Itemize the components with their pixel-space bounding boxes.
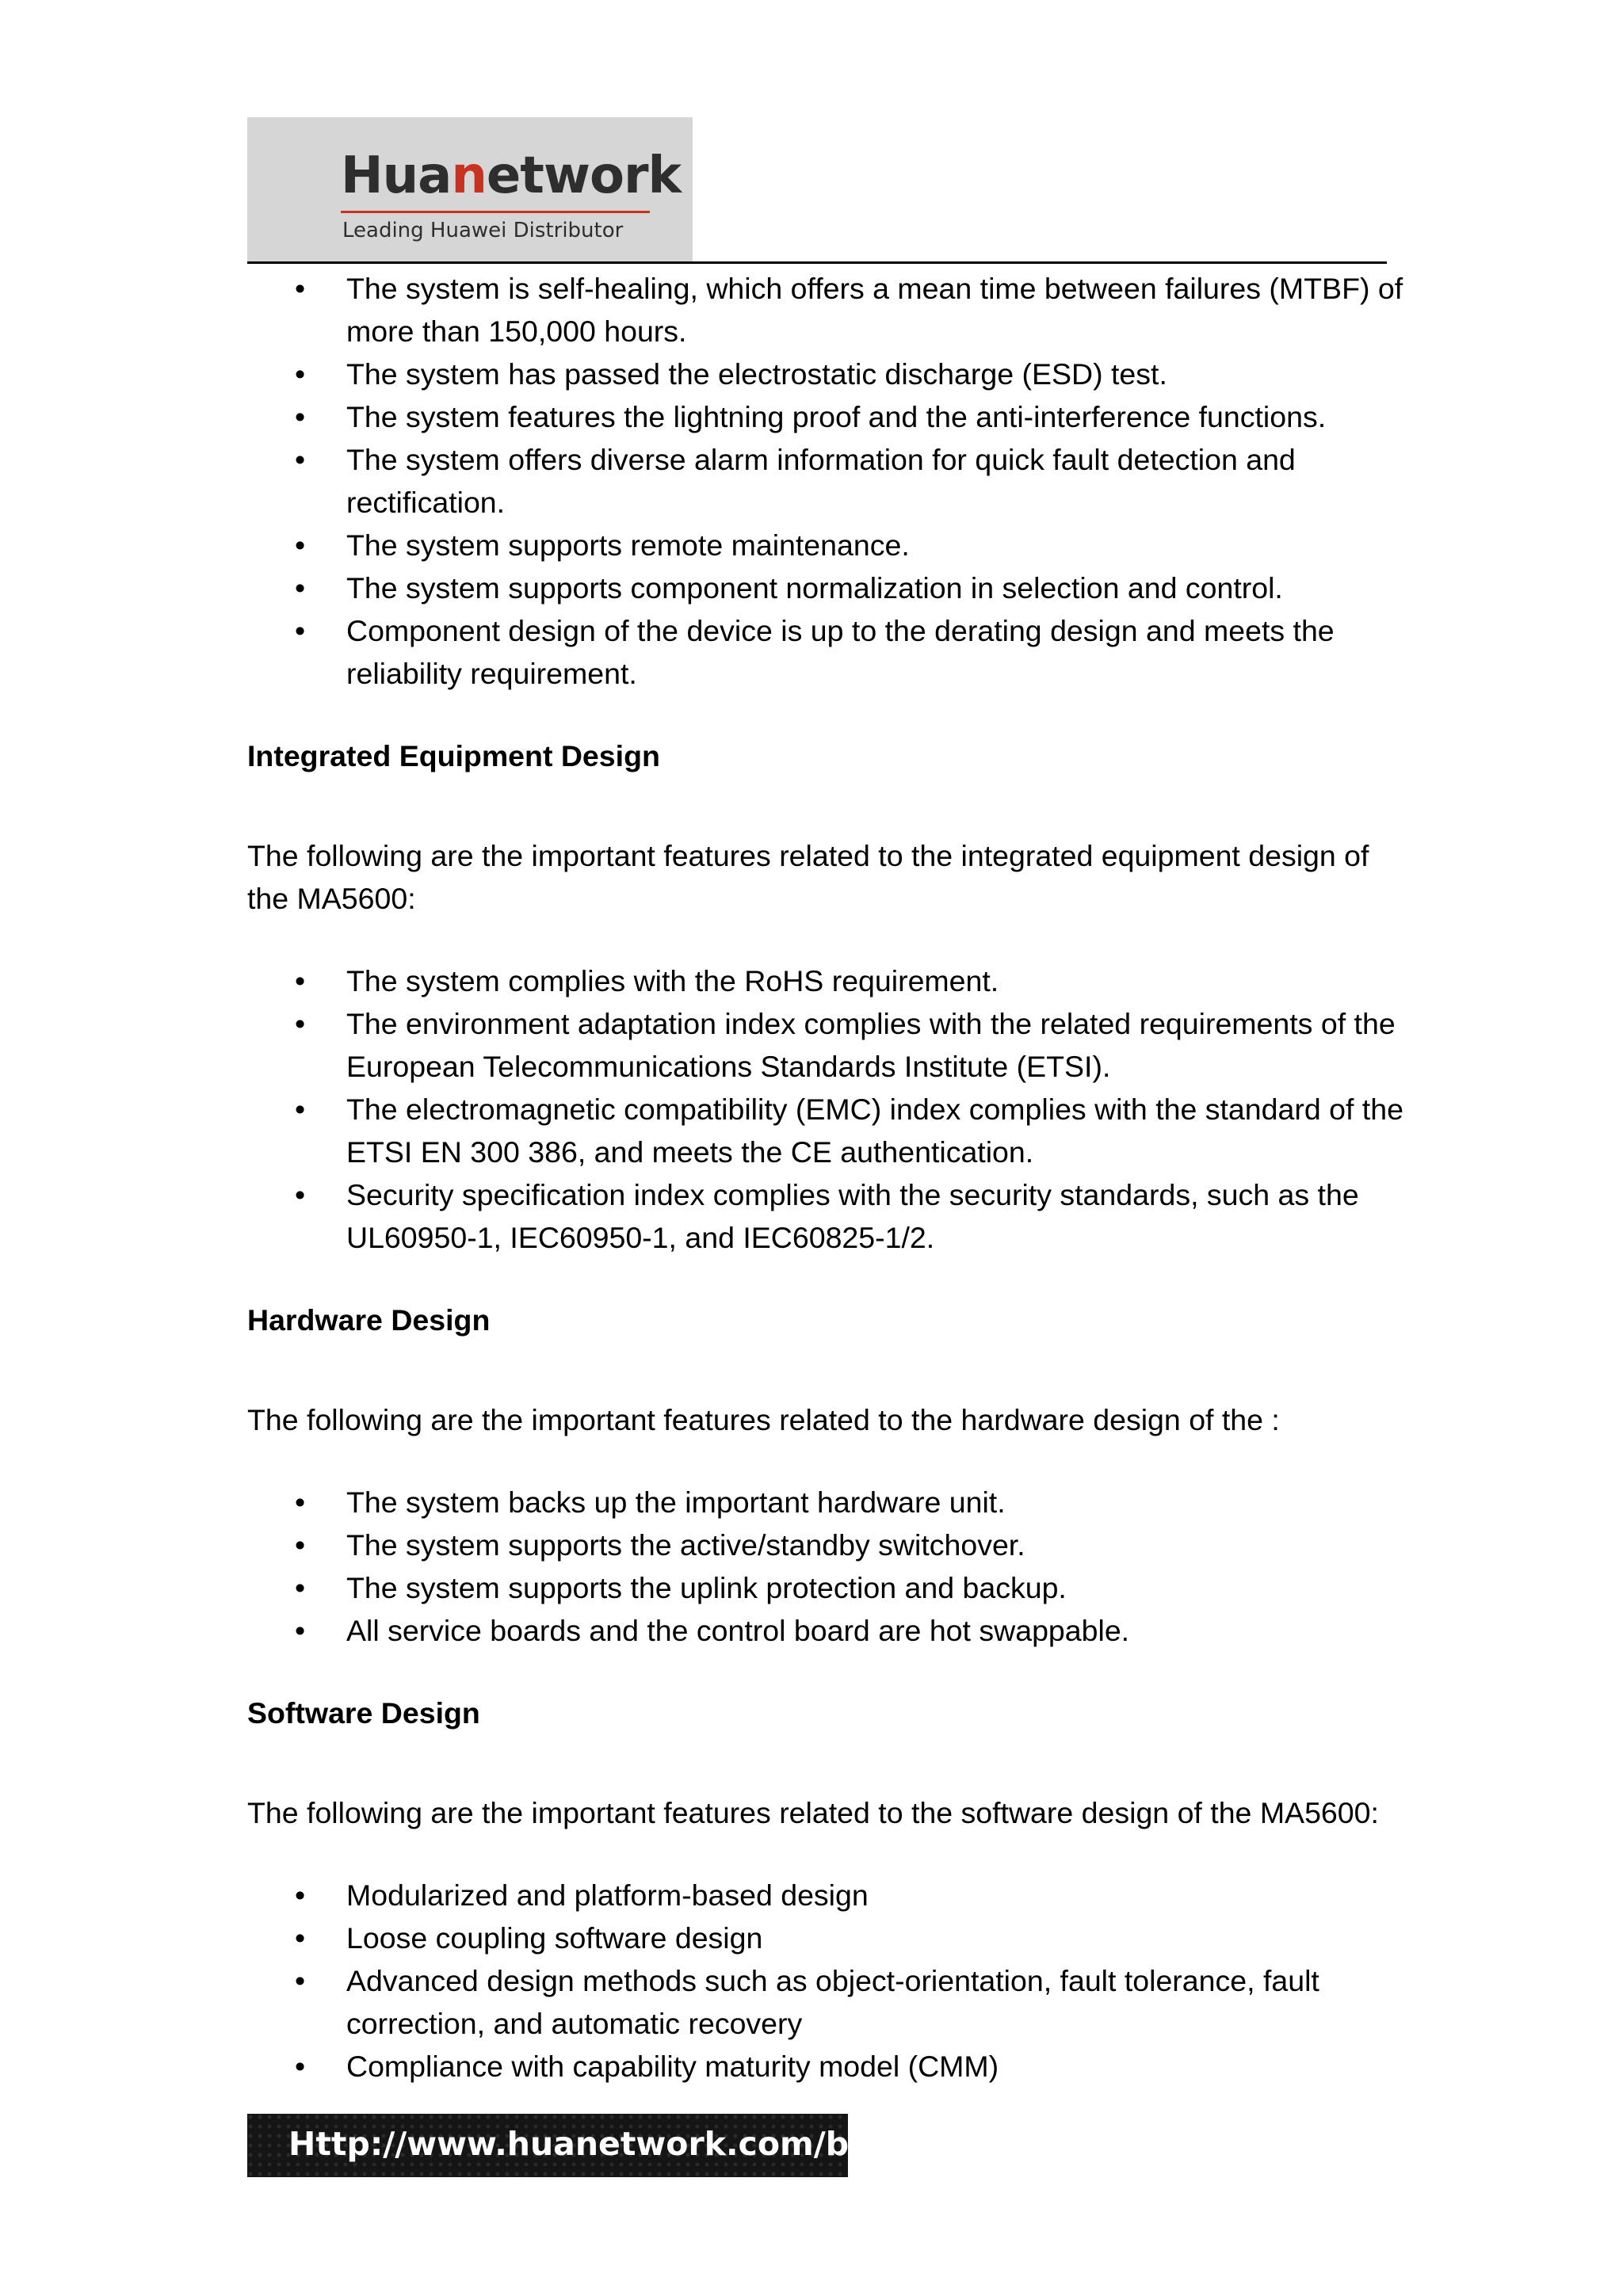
bullet-icon: • <box>295 614 306 647</box>
section-bullet-list <box>247 959 1404 1259</box>
list-item: • All service boards and the control board are hot swappable. <box>247 1609 1404 1652</box>
bullet-icon: • <box>295 443 306 476</box>
logo-wordmark: Huanetwork <box>341 147 682 205</box>
list-item: • The system features the lightning proof and the anti-interference functions. <box>247 395 1404 438</box>
list-item: • The system is self-healing, which offers a mean time between failures (MTBF) of more than 150,000 hours. <box>247 267 1404 353</box>
bullet-icon: • <box>295 1093 306 1126</box>
section-bullet-list <box>247 1481 1404 1652</box>
list-item: • The system offers diverse alarm information for quick fault detection and rectification. <box>247 438 1404 524</box>
list-item: • Loose coupling software design <box>247 1917 1404 1959</box>
list-item: • Modularized and platform-based design <box>247 1874 1404 1917</box>
bullet-icon: • <box>295 528 306 562</box>
bullet-icon: • <box>295 1007 306 1040</box>
list-item: • The system supports the active/standby switchover. <box>247 1524 1404 1566</box>
list-item: • The system has passed the electrostatic discharge (ESD) test. <box>247 353 1404 395</box>
section-bullet-list <box>247 1874 1404 2088</box>
intro-bullet-list <box>247 267 1404 695</box>
list-item: • The system supports component normalization in selection and control. <box>247 566 1404 609</box>
bullet-icon: • <box>295 400 306 433</box>
document-body <box>247 267 1404 2088</box>
logo-tagline: Leading Huawei Distributor <box>342 219 624 242</box>
list-item: • Advanced design methods such as object-orientation, fault tolerance, fault correction, and automatic recovery <box>247 1959 1404 2045</box>
huanetwork-logo <box>247 117 693 261</box>
bullet-icon: • <box>295 2050 306 2083</box>
logo-underline <box>341 211 650 213</box>
bullet-icon: • <box>295 1614 306 1647</box>
list-item: • Security specification index complies with the security standards, such as the UL60950-1, IEC60950-1, and IEC60825-1/2. <box>247 1173 1404 1259</box>
bullet-icon: • <box>295 272 306 305</box>
list-item: • The environment adaptation index complies with the related requirements of the European Telecommunications Standards Institute (ETSI). <box>247 1002 1404 1088</box>
list-item: • The system complies with the RoHS requirement. <box>247 959 1404 1002</box>
section-heading: Software Design <box>247 1696 480 1730</box>
list-item: • Component design of the device is up to the derating design and meets the reliability requirement. <box>247 609 1404 695</box>
bullet-icon: • <box>295 357 306 391</box>
bullet-icon: • <box>295 964 306 997</box>
bullet-icon: • <box>295 1964 306 1997</box>
bullet-icon: • <box>295 1528 306 1562</box>
section-heading: Hardware Design <box>247 1303 491 1337</box>
header-divider <box>247 261 1387 264</box>
footer-url-banner[interactable] <box>247 2114 906 2177</box>
bullet-icon: • <box>295 1486 306 1519</box>
section-intro: The following are the important features related to the hardware design of the : <box>247 1403 1280 1436</box>
section-intro: The following are the important features related to the integrated equipment design of the MA5600: <box>247 839 1369 915</box>
section-intro: The following are the important features related to the software design of the MA5600: <box>247 1796 1379 1829</box>
list-item: • The system backs up the important hardware unit. <box>247 1481 1404 1524</box>
footer-url-link[interactable]: Http://www.huanetwork.com/blog <box>288 2125 906 2163</box>
list-item: • The electromagnetic compatibility (EMC) index complies with the standard of the ETSI EN 300 386, and meets the CE authentication. <box>247 1088 1404 1173</box>
bullet-icon: • <box>295 1178 306 1211</box>
bullet-icon: • <box>295 1878 306 1912</box>
section-heading: Integrated Equipment Design <box>247 739 660 772</box>
list-item: • Compliance with capability maturity model (CMM) <box>247 2045 1404 2088</box>
bullet-icon: • <box>295 1571 306 1604</box>
bullet-icon: • <box>295 1921 306 1955</box>
bullet-icon: • <box>295 571 306 605</box>
list-item: • The system supports remote maintenance. <box>247 524 1404 566</box>
list-item: • The system supports the uplink protection and backup. <box>247 1566 1404 1609</box>
